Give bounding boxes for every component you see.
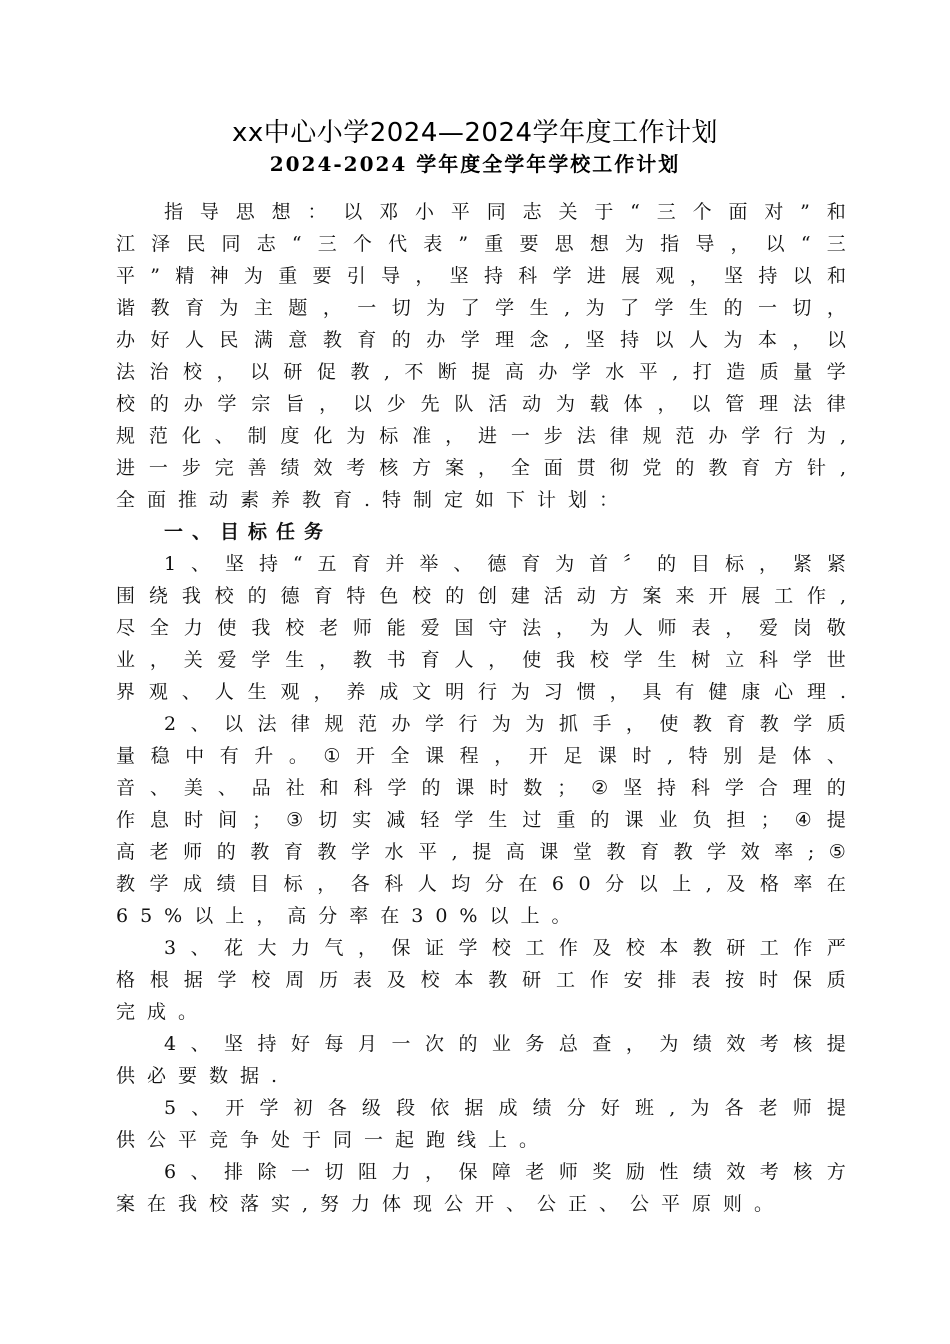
text-line: 谐 教 育 为 主 题 ， 一 切 为 了 学 生 , 为 了 学 生 的 一 切 ， [116,297,846,319]
text-line: 校 的 办 学 宗 旨 ， 以 少 先 队 活 动 为 载 体 ， 以 管 理 法 律 [116,393,846,415]
text-line: 江 泽 民 同 志 “ 三 个 代 表 ” 重 要 思 想 为 指 导 ， 以 “ 三 [116,233,846,255]
text-line: 办 好 人 民 满 意 教 育 的 办 学 理 念 , 坚 持 以 人 为 本 ， 以 [116,329,846,351]
document-title: xx中心小学2024—2024学年度工作计划 [231,118,719,148]
text-line: 65%以上，高分率在30%以上。 [116,905,583,927]
text-line: 界 观 、 人 生 观 ， 养 成 文 明 行 为 习 惯 ， 具 有 健 康 心 理 . [116,681,846,703]
text-line: 完成。 [116,1001,210,1023]
text-line: 量 稳 中 有 升 。 ① 开 全 课 程 ， 开 足 课 时 , 特 别 是 体 、 [116,745,846,767]
text-line: 5 、 开 学 初 各 级 段 依 据 成 绩 分 好 班 , 为 各 老 师 提 [164,1097,846,1119]
text-line: 法 治 校 ， 以 研 促 教 , 不 断 提 高 办 学 水 平 , 打 造 质 量 学 [116,361,846,383]
text-line: 指 导 思 想 ： 以 邓 小 平 同 志 关 于 “ 三 个 面 对 ” 和 [164,201,846,223]
text-line: 格 根 据 学 校 周 历 表 及 校 本 教 研 工 作 安 排 表 按 时 保 质 [116,969,846,991]
text-line: 高 老 师 的 教 育 教 学 水 平 , 提 高 课 堂 教 育 教 学 效 率 ; ⑤ [116,841,846,863]
text-line: 音 、 美 、 品 社 和 科 学 的 课 时 数 ； ② 坚 持 科 学 合 理 的 [116,777,846,799]
text-line: 平 ” 精 神 为 重 要 引 导 ， 坚 持 科 学 进 展 观 ， 坚 持 以 和 [116,265,846,287]
text-line: 进 一 步 完 善 绩 效 考 核 方 案 ， 全 面 贯 彻 党 的 教 育 方 针 , [116,457,846,479]
text-line: 围 绕 我 校 的 德 育 特 色 校 的 创 建 活 动 方 案 来 开 展 工 作 , [116,585,846,607]
text-line: 2 、 以 法 律 规 范 办 学 行 为 为 抓 手 ， 使 教 育 教 学 质 [164,713,846,735]
text-line: 6 、 排 除 一 切 阻 力 ， 保 障 老 师 奖 励 性 绩 效 考 核 方 [164,1161,846,1183]
text-line: 一、目标任务 [164,521,333,543]
text-line: 业 ， 关 爱 学 生 ， 教 书 育 人 ， 使 我 校 学 生 树 立 科 学 世 [116,649,846,671]
text-line: 全面推动素养教育.特制定如下计划： [116,489,631,511]
text-line: 1 、 坚 持 “ 五 育 并 举 、 德 育 为 首 〞 的 目 标 ， 紧 紧 [164,553,846,575]
text-line: 作 息 时 间 ； ③ 切 实 减 轻 学 生 过 重 的 课 业 负 担 ； ④ 提 [116,809,846,831]
text-line: 教 学 成 绩 目 标 ， 各 科 人 均 分 在 6 0 分 以 上 , 及 格 率 在 [116,873,846,895]
text-line: 规 范 化 、 制 度 化 为 标 准 ， 进 一 步 法 律 规 范 办 学 行 为 , [116,425,846,447]
text-line: 尽 全 力 使 我 校 老 师 能 爱 国 守 法 ， 为 人 师 表 ， 爱 岗 敬 [116,617,846,639]
document-subtitle: 2024-2024 学年度全学年学校工作计划 [269,152,681,176]
text-line: 4 、 坚 持 好 每 月 一 次 的 业 务 总 查 ， 为 绩 效 考 核 提 [164,1033,846,1055]
text-line: 供必要数据. [116,1065,290,1087]
document-body [116,196,846,1220]
text-line: 案在我校落实,努力体现公开、公正、公平原则。 [116,1193,786,1215]
text-line: 3 、 花 大 力 气 ， 保 证 学 校 工 作 及 校 本 教 研 工 作 严 [164,937,846,959]
text-line: 供公平竞争处于同一起跑线上。 [116,1129,551,1151]
